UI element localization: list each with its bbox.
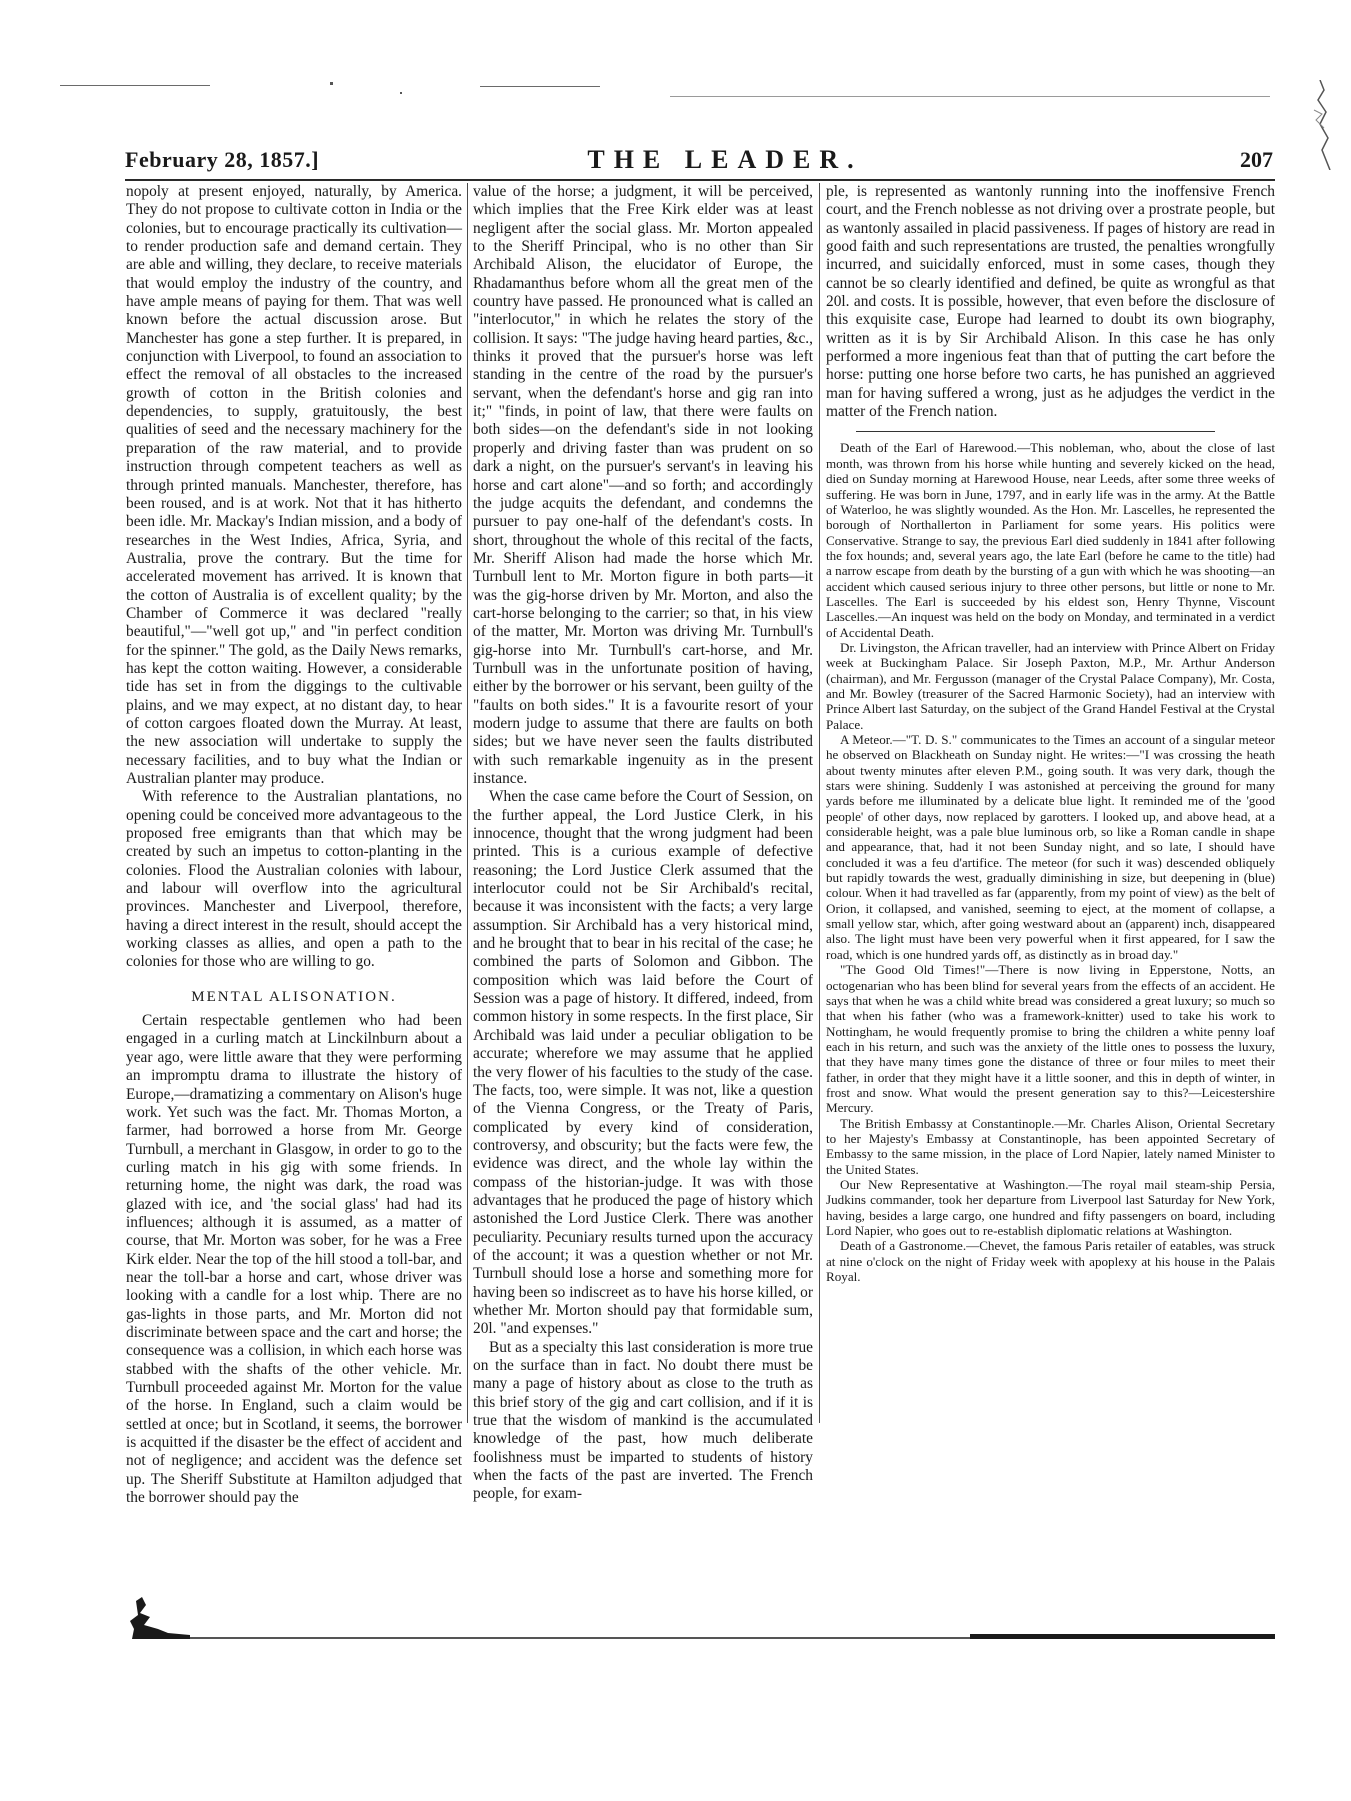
scan-smudge-icon	[128, 1595, 192, 1641]
news-item: Our New Representative at Washington.—The royal mail steam-ship Persia, Judkins commander, took her departure from Liverpool last Saturday for New York, having, besides a large cargo, one hundred and fifty passengers on board, including Lord Napier, who goes out to re-establish diplomatic relations at Washington.	[826, 1176, 1275, 1238]
news-items	[826, 440, 1275, 1284]
column-divider	[467, 183, 468, 1423]
news-item: The British Embassy at Constantinople.—Mr. Charles Alison, Oriental Secretary to her Majesty's Embassy at Constantinople, has been appointed Secretary of Embassy to the same mission, in the place of Lord Napier, lately named Minister to the United States.	[826, 1115, 1275, 1177]
bottom-rule	[190, 1637, 970, 1639]
paragraph: With reference to the Australian plantations, no opening could be conceived more advantageous to the proposed free emigrants than that which may be created by such an impetus to cotton-planting in the colonies. Flood the Australian colonies with labour, and labour will overflow into the agricultural provinces. Manchester and Liverpool, therefore, having a direct interest in the result, should accept the working classes as allies, and open a path to the colonies for those who are willing to go.	[126, 788, 462, 971]
column-divider	[819, 183, 820, 1423]
paragraph: ple, is represented as wantonly running into the inoffensive French court, and the French noblesse as not driving over a prostrate people, but as wantonly assailed in placid passiveness. If pages of history are read in good faith and such representations are trusted, the penalties wrongfully incurred, and suicidally enforced, must in some cases, though they cannot be so clearly identified and defined, be quite as wrongful as that 20l. and costs. It is possible, however, that even before the disclosure of this exquisite case, Europe had learned to doubt its own biography, written as it is by Sir Archibald Alison. In this case he has only performed a more ingenious feat than that of putting the cart before the horse: putting one horse before two carts, he has punished an aggrieved man for having suffered a wrong, just as he adjudges the verdict in the matter of the French nation.	[826, 183, 1275, 421]
scan-artifact-dot	[400, 92, 402, 94]
column-2	[473, 183, 813, 1504]
torn-corner-icon	[1300, 80, 1334, 170]
news-item: A Meteor.—"T. D. S." communicates to the Times an account of a singular meteor he observed on Blackheath on Sunday night. He writes:—"I was crossing the heath about twenty minutes after eleven P.M., going south. It was very dark, though the stars were shining. Suddenly I was astonished at perceiving the ground for many yards before me illuminated by a delicate blue light. It reminded me of the 'good people' of other days, now replaced by garotters. I looked up, and above head, at a considerable height, was a pale blue luminous orb, so like a Roman candle in shape and appearance, that, had it not been Sunday night, and so late, I should have concluded it was a feu d'artifice. The meteor (for such it was) descended obliquely but rapidly towards the west, gradually diminishing in size, but deepening in (blue) colour. When it had travelled as far (apparently, from my point of view) as the belt of Orion, it collapsed, and vanished, seeming to eject, at the moment of collapse, a small yellow star, which, after going westward about an (apparent) inch, disappeared also. The light must have been very powerful when it first appeared, for I saw the road, which is one hundred yards off, as distinctly as in broad day."	[826, 732, 1275, 962]
scan-artifact-line	[480, 86, 600, 87]
paragraph: But as a specialty this last consideration is more true on the surface than in fact. No doubt there must be many a page of history about as close to the truth as this brief story of the gig and cart collision, and if it is true that the wisdom of mankind is the accumulated knowledge of the past, how much deliberate foolishness must be imparted to students of history when the facts of the past are inverted. The French people, for exam-	[473, 1338, 813, 1503]
news-item: "The Good Old Times!"—There is now living in Epperstone, Notts, an octogenarian who has been blind for several years from the effects of an accident. He says that when he was a child white bread was considered a great luxury; so much so that when his father (who was a framework-knitter) used to take his work to Nottingham, he would frequently promise to bring the children a white penny loaf each in his return, and such was the anxiety of the little ones to possess the luxury, that they have many times gone the distance of three or four miles to meet their father, in order that they might have it a little sooner, and this in depth of winter, in frost and snow. What would the present generation say to this?—Leicestershire Mercury.	[826, 962, 1275, 1116]
paragraph: value of the horse; a judgment, it will be perceived, which implies that the Free Kirk elder was at least negligent after the social glass. Mr. Morton appealed to the Sheriff Principal, who is no other than Sir Archibald Alison, the elucidator of Europe, the Rhadamanthus before whom all the great men of the country have passed. He pronounced what is called an "interlocutor," in which he relates the story of the collision. It says: "The judge having heard parties, &c., thinks it proved that the pursuer's horse was left standing in the centre of the road by the pursuer's servant, when the defendant's horse and gig ran into it;" "finds, in point of law, that there were faults on both sides—on the defendant's side in not looking properly and driving faster than was prudent on so dark a night, on the pursuer's servant's in leaving his horse and cart alone"—and so forth; and accordingly the judge acquits the defendant, and condemns the pursuer to pay one-half of the defendant's costs. In short, throughout the whole of this recital of the facts, Mr. Sheriff Alison had made the horse which Mr. Turnbull lent to Mr. Morton figure in both parts—it was the gig-horse driven by Mr. Morton, and also the cart-horse belonging to the carrier; so that, in his view of the matter, Mr. Morton was driving Mr. Turnbull's gig-horse into Mr. Turnbull's cart-horse, and Mr. Turnbull was in the unfortunate position of having, either by the borrower or his servant, been guilty of the "faults on both sides." It is a favourite resort of your modern judge to assume that there are faults on both sides; but we have never seen the faults distributed with such remarkable ingenuity as in the present instance.	[473, 183, 813, 787]
scan-artifact-dot	[330, 82, 333, 85]
scan-artifact-line	[60, 85, 210, 86]
paragraph: Certain respectable gentlemen who had been engaged in a curling match at Linckilnburn about a year ago, were little aware that they were performing an impromptu drama to illustrate the history of Europe,—dramatizing a commentary on Alison's huge work. Yet such was the fact. Mr. Thomas Morton, a farmer, had borrowed a horse from Mr. George Turnbull, a merchant in Glasgow, in order to go to the curling match in his gig with some friends. In returning home, the night was dark, the road was glazed with ice, and 'the social glass' had had its influences; although it is assumed, as a matter of course, that Mr. Morton was sober, for he was a Free Kirk elder. Near the top of the hill stood a toll-bar, and near the toll-bar a horse and cart, whose driver was looking with a candle for a lost whip. There are no gas-lights in those parts, and Mr. Morton did not discriminate between space and the cart and horse; the consequence was a collision, in which each horse was stabbed with the shafts of the other vehicle. Mr. Turnbull proceeded against Mr. Morton for the value of the horse. In England, such a claim would be settled at once; but in Scotland, it seems, the borrower is acquitted if the disaster be the effect of accident and not of negligence; and accident was the defence set up. The Sheriff Substitute at Hamilton adjudged that the borrower should pay the	[126, 1012, 462, 1507]
article-heading: MENTAL ALISONATION.	[191, 988, 397, 1005]
paragraph: When the case came before the Court of Session, on the further appeal, the Lord Justice Clerk, in his innocence, thought that the wrong judgment had been printed. This is a curious example of defective reasoning; the Lord Justice Clerk assumed that the interlocutor could not be Sir Archibald's recital, because it was inconsistent with the facts; a very large assumption. Sir Archibald has a very historical mind, and he brought that to bear in his recital of the case; he combined the parts of Solomon and Gibbon. The composition which was laid before the Court of Session was a page of history. It differed, indeed, from common history in some respects. In the first place, Sir Archibald was laid under a peculiar obligation to be accurate; wherefore we may assume that he applied the very flower of his faculties to the study of the case. The facts, too, were simple. It was not, like a question of the Vienna Congress, or the Treaty of Paris, complicated by every kind of consideration, controversy, and obscurity; but the facts were few, the evidence was direct, and the whole lay within the compass of the historian-judge. It was with those advantages that he produced the page of history which astonished the Lord Justice Clerk. There was another peculiarity. Pecuniary results turned upon the accuracy of the account; it was a question whether or not Mr. Turnbull should lose a horse and something more for having been so indiscreet as to have his horse killed, or whether Mr. Morton should pay that formidable sum, 20l. "and expenses."	[473, 788, 813, 1338]
newspaper-title: THE LEADER.	[587, 145, 863, 174]
column-3	[826, 183, 1275, 1284]
bottom-rule	[970, 1634, 1275, 1639]
header-rule	[125, 179, 1275, 181]
paragraph: nopoly at present enjoyed, naturally, by America. They do not propose to cultivate cotton in India or the colonies, but to encourage practically its cultivation—to render production safe and demand certain. They are able and willing, they declare, to receive materials that would employ the industry of the country, and have ample means of paying for them. That was well known before the actual discussion arose. But Manchester has gone a step further. It is prepared, in conjunction with Liverpool, to found an association to effect the removal of all obstacles to the increased growth of cotton in the British colonies and dependencies, to supply, gratuitously, the best qualities of seed and the necessary machinery for the preparation of the raw material, and to provide instruction through competent teachers as well as through printed manuals. Manchester, therefore, has been roused, and is at work. Not that it has hitherto been idle. Mr. Mackay's Indian mission, and a body of researches in the West Indies, Africa, Syria, and Australia, prove the contrary. But the time for accelerated movement has arrived. It is known that the cotton of Australia is of excellent quality; by the Chamber of Commerce it was declared "really beautiful,"—"well got up," and "in perfect condition for the spinner." The gold, as the Daily News remarks, has kept the cotton waiting. However, a considerable tide has set in from the diggings to the cultivable plains, and we may expect, at no distant day, to hear of cotton cargoes floated down the Murray. At least, the new association will undertake to supply the necessary facilities, and to buy what the Indian or Australian planter may produce.	[126, 183, 462, 787]
page-number: 207	[1240, 147, 1273, 172]
issue-date: February 28, 1857.]	[125, 147, 320, 172]
section-rule	[856, 431, 1215, 432]
column-1	[126, 183, 462, 1507]
news-item: Dr. Livingston, the African traveller, had an interview with Prince Albert on Friday week at Buckingham Palace. Sir Joseph Paxton, M.P., Mr. Arthur Anderson (chairman), and Mr. Fergusson (manager of the Crystal Palace Company), Mr. Costa, and Mr. Bowley (treasurer of the Sacred Harmonic Society), had an interview with Prince Albert last Saturday, on the subject of the Grand Handel Festival at the Crystal Palace.	[826, 639, 1275, 732]
scan-artifact-line	[670, 96, 1270, 97]
news-item: Death of the Earl of Harewood.—This nobleman, who, about the close of last month, was thrown from his horse while hunting and severely kicked on the head, died on Sunday morning at Harewood House, near Leeds, after some three weeks of suffering. He was born in June, 1797, and in early life was in the army. At the Battle of Waterloo, he was slightly wounded. As the Hon. Mr. Lascelles, he represented the borough of Northallerton in Parliament for some years. His politics were Conservative. Strange to say, the previous Earl died suddenly in 1841 after following the fox hounds; and, several years ago, the late Earl (before he came to the title) had a narrow escape from death by the bursting of a gun with which he was shooting—an accident which caused serious injury to three other persons, but little or none to Mr. Lascelles. The Earl is succeeded by his eldest son, Henry Thynne, Viscount Lascelles.—An inquest was held on the body on Monday, and terminated in a verdict of Accidental Death.	[826, 440, 1275, 640]
news-item: Death of a Gastronome.—Chevet, the famous Paris retailer of eatables, was struck at nine o'clock on the night of Friday week with apoplexy at his house in the Palais Royal.	[826, 1238, 1275, 1285]
masthead	[125, 145, 1275, 177]
